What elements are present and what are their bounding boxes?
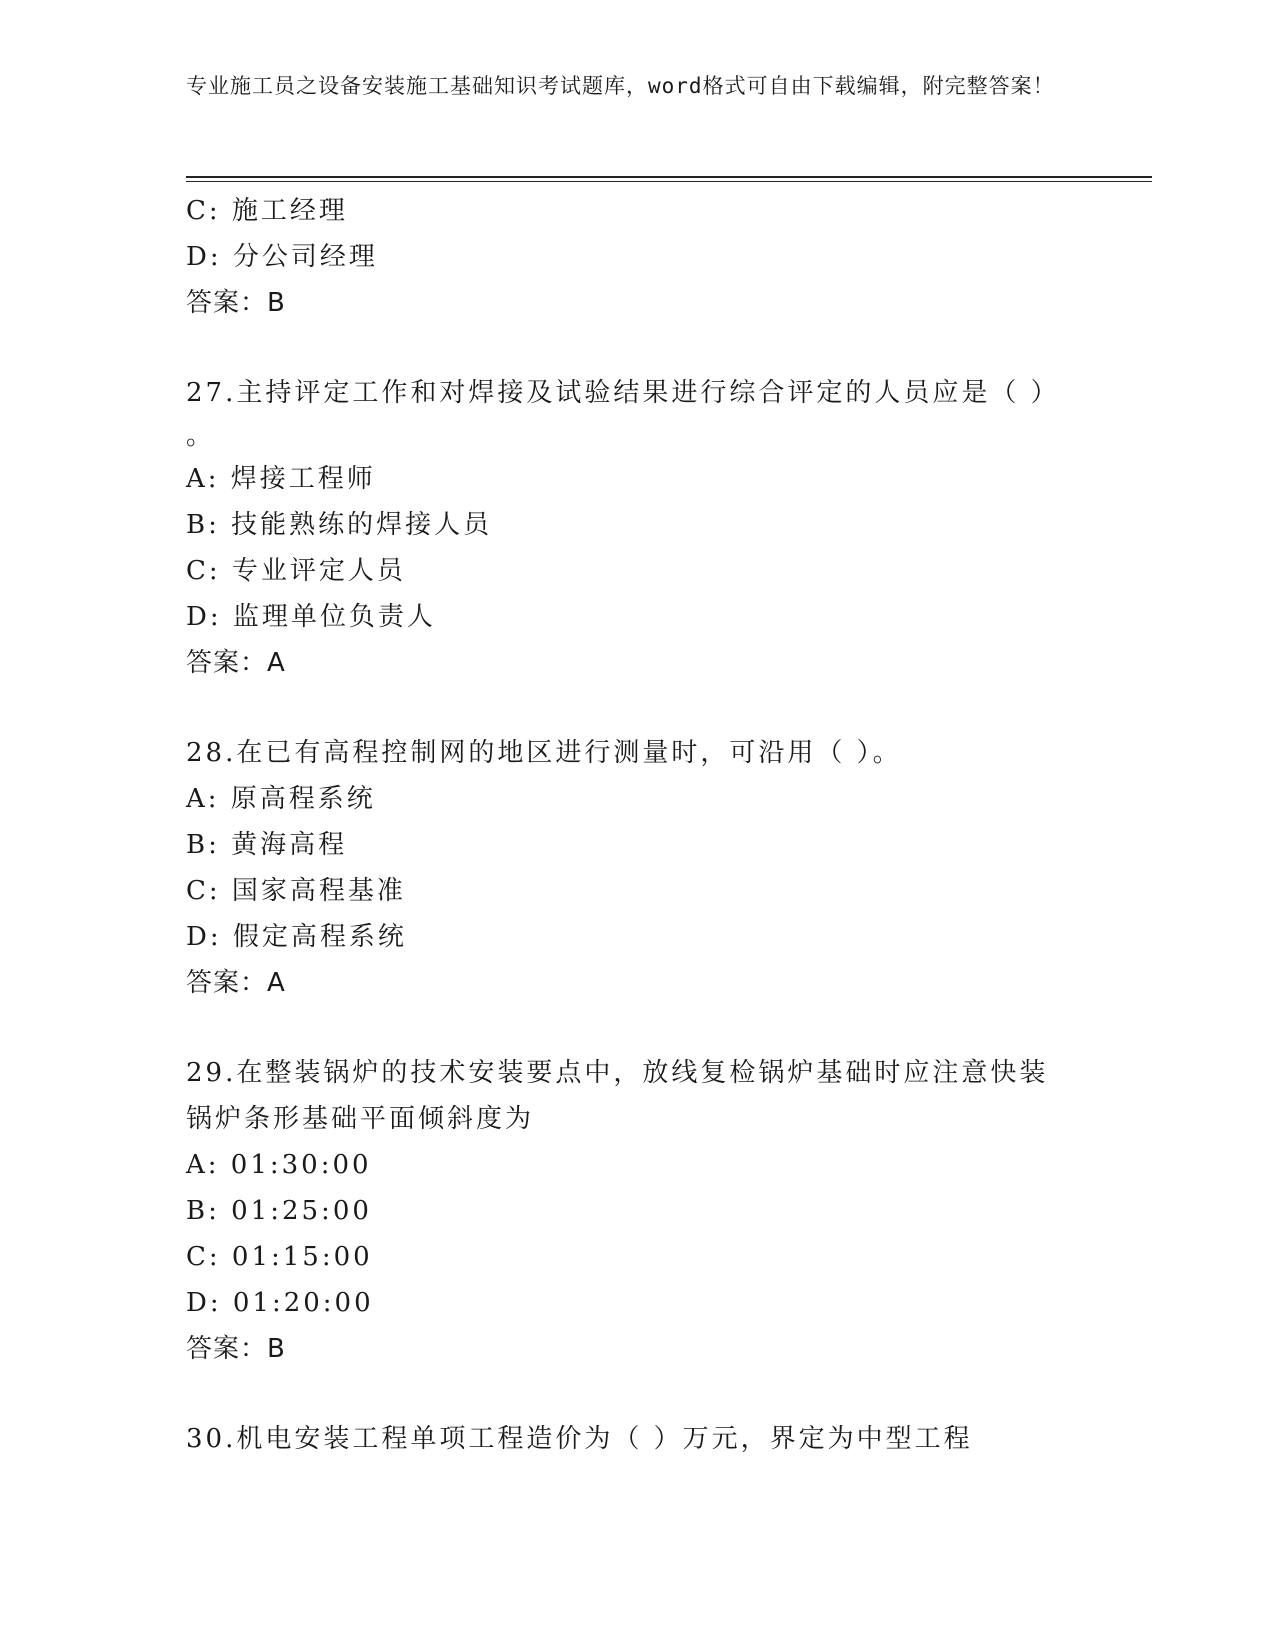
previous-question-fragment xyxy=(186,188,1086,326)
option-a: A: 焊接工程师 xyxy=(186,464,376,494)
answer-line: 答案：A xyxy=(186,648,286,678)
option-d: D: 假定高程系统 xyxy=(186,922,407,952)
document-header: 专业施工员之设备安装施工基础知识考试题库，word格式可自由下载编辑，附完整答案！ xyxy=(186,74,1055,98)
answer-line: 答案：A xyxy=(186,968,286,998)
question-29 xyxy=(186,1050,1086,1372)
option-c: C: 专业评定人员 xyxy=(186,556,406,586)
question-28 xyxy=(186,730,1086,1006)
option-d: D: 监理单位负责人 xyxy=(186,602,436,632)
question-stem: 30.机电安装工程单项工程造价为（ ）万元，界定为中型工程 xyxy=(186,1424,973,1454)
option-b: B: 黄海高程 xyxy=(186,830,348,860)
question-27 xyxy=(186,370,1086,686)
header-divider-thin xyxy=(186,181,1152,182)
option-a: A: 01:30:00 xyxy=(186,1150,372,1180)
answer-line: 答案：B xyxy=(186,288,286,318)
option-c: C: 01:15:00 xyxy=(186,1242,373,1272)
option-b: B: 01:25:00 xyxy=(186,1196,372,1226)
question-stem: 28.在已有高程控制网的地区进行测量时，可沿用（ ）。 xyxy=(186,738,902,768)
option-d: D: 分公司经理 xyxy=(186,242,378,272)
question-stem: 27.主持评定工作和对焊接及试验结果进行综合评定的人员应是（ ） xyxy=(186,378,1060,408)
question-30 xyxy=(186,1416,1086,1462)
question-stem: 29.在整装锅炉的技术安装要点中，放线复检锅炉基础时应注意快装锅炉条形基础平面倾斜度为 xyxy=(186,1058,1049,1134)
option-a: A: 原高程系统 xyxy=(186,784,376,814)
question-list xyxy=(186,188,1086,1462)
option-b: B: 技能熟练的焊接人员 xyxy=(186,510,493,540)
answer-line: 答案：B xyxy=(186,1334,286,1364)
option-d: D: 01:20:00 xyxy=(186,1288,374,1318)
question-stem-tail: 。 xyxy=(186,421,213,451)
option-c: C: 施工经理 xyxy=(186,196,348,226)
option-c: C: 国家高程基准 xyxy=(186,876,406,906)
header-divider-thick xyxy=(186,176,1152,178)
